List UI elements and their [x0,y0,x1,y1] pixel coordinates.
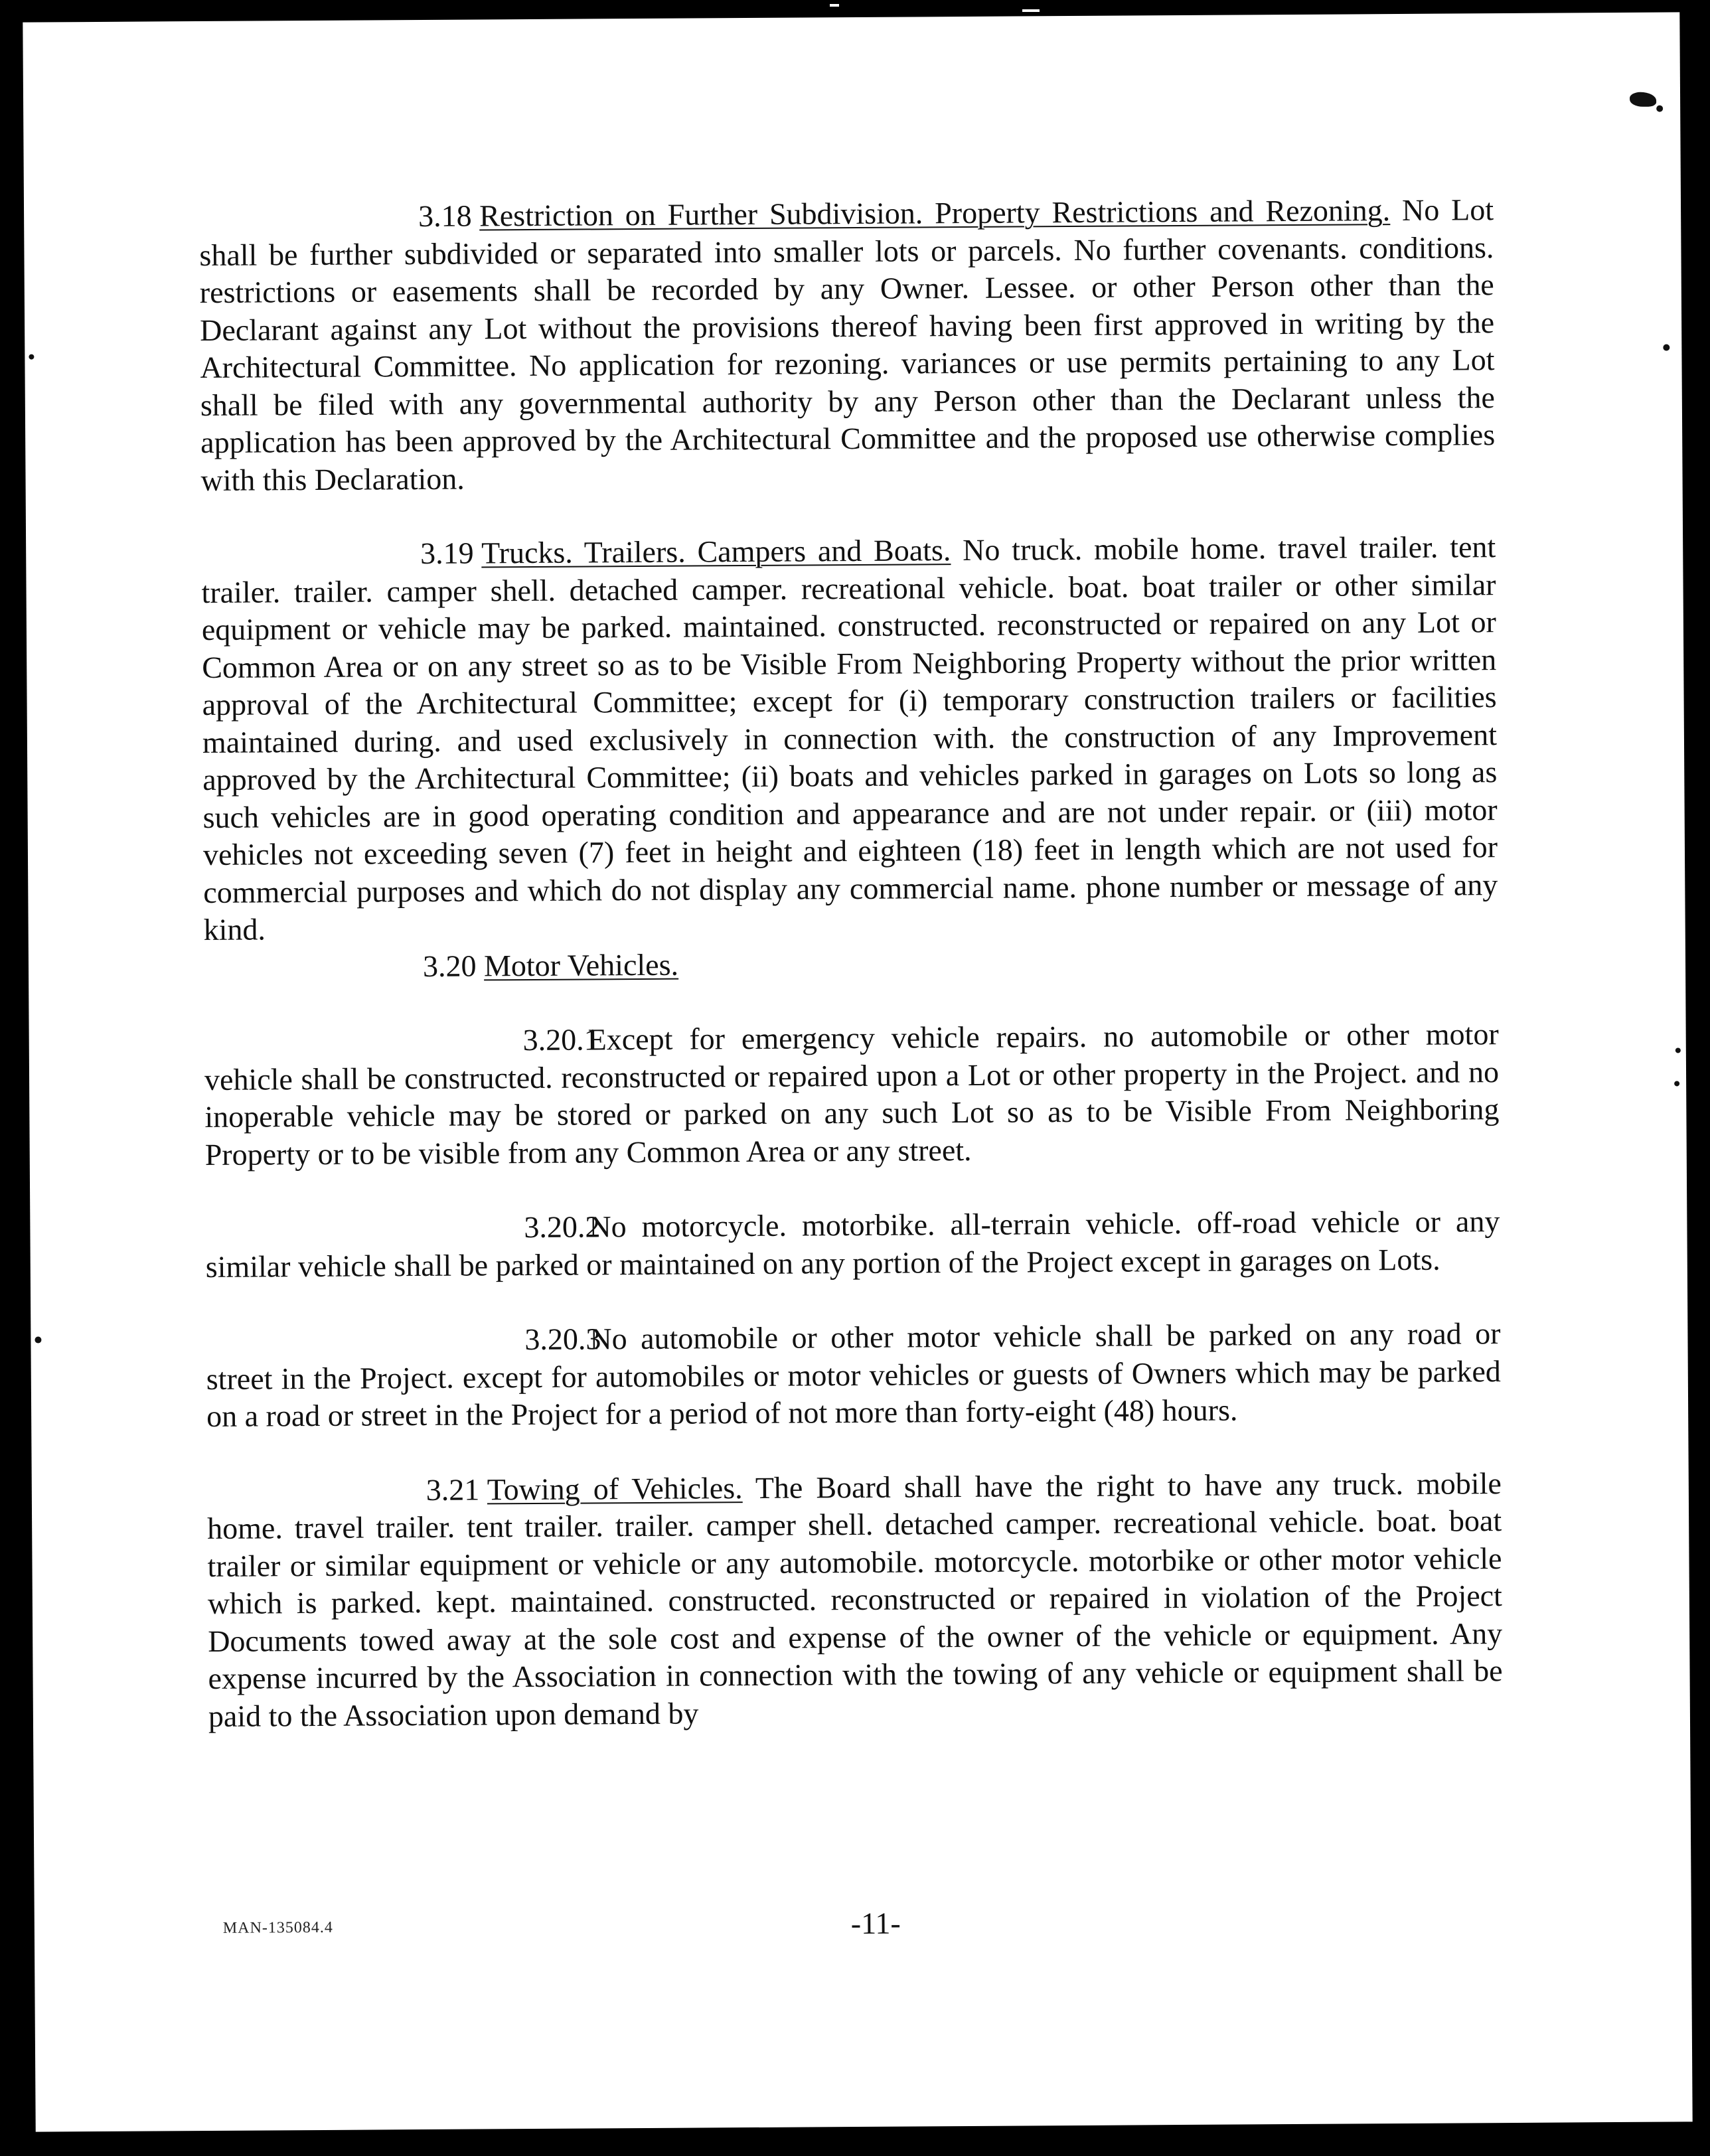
section-body: No Lot shall be further subdivided or separated into smaller lots or parcels. No further covenants. conditions. restrictions or easements shall be recorded by any Owner. Lessee. or other Person other than the Declarant against any Lot without the provisions thereof having been first approved in writing by the Architectural Committee. No application for rezoning. variances or use permits pertaining to any Lot shall be filed with any governmental authority by any Person other than the Declarant unless the application has been approved by the Architectural Committee and the proposed use otherwise complies with this Declaration. [199,193,1496,497]
section-3-21 [207,1465,1503,1735]
subsection-number: 3.20.3 [524,1322,601,1357]
subsection-number: 3.20.1 [522,1022,599,1057]
scan-speck [1630,92,1656,107]
section-3-20 [204,941,1498,986]
section-body: No truck. mobile home. travel trailer. tent trailer. trailer. camper shell. detached camper. recreational vehicle. boat. boat trailer or other similar equipment or vehicle may be parked. maintained. constructed. reconstructed or repaired on any Lot or Common Area or on any street so as to be Visible From Neighboring Property without the prior written approval of the Architectural Committee; except for (i) temporary construction trailers or facilities maintained during. and used exclusively in connection with. the construction of any Improvement approved by the Architectural Committee; (ii) boats and vehicles parked in garages on Lots so long as such vehicles are in good operating condition and appearance and are not under repair. or (iii) motor vehicles not exceeding seven (7) feet in height and eighteen (18) feet in length which are not used for commercial purposes and which do not display any commercial name. phone number or message of any kind. [201,530,1498,947]
subsection-body: No motorcycle. motorbike. all-terrain vehicle. off-road vehicle or any similar vehicle shall be parked or maintained on any portion of the Project except in garages on Lots. [205,1204,1500,1284]
section-heading: Trucks. Trailers. Campers and Boats. [481,533,951,570]
section-heading: Towing of Vehicles. [487,1470,743,1506]
section-number: 3.18 [418,198,472,234]
document-page [23,12,1692,2131]
document-body [199,191,1503,1735]
section-heading: Motor Vehicles. [483,947,679,982]
section-heading: Restriction on Further Subdivision. Property Restrictions and Rezoning. [479,193,1391,233]
subsection-3-20-2 [205,1203,1500,1286]
subsection-number: 3.20.2 [524,1209,601,1245]
subsection-3-20-1 [204,1016,1500,1174]
scan-speck [1663,345,1670,351]
subsection-body: Except for emergency vehicle repairs. no automobile or other motor vehicle shall be constructed. reconstructed or repaired upon a Lot or other property in the Project. and no inoperable vehicle may be stored or parked on any such Lot so as to be Visible From Neighboring Property or to be visible from any Common Area or any street. [204,1017,1500,1172]
section-3-18 [199,191,1496,499]
scan-speck [1674,1081,1679,1086]
section-number: 3.21 [426,1472,480,1507]
scan-speck [35,1337,41,1344]
footer-page-number: -11- [850,1906,901,1941]
scan-speck [1656,106,1663,112]
section-body: The Board shall have the right to have any truck. mobile home. travel trailer. tent trailer. trailer. camper shell. detached camper. recreational vehicle. boat. boat trailer or similar equipment or vehicle or any automobile. motorcycle. motorbike or other motor vehicle which is parked. kept. maintained. constructed. reconstructed or repaired in violation of the Project Documents towed away at the sole cost and expense of the owner of the vehicle or equipment. Any expense incurred by the Association in connection with the towing of any vehicle or equipment shall be paid to the Association upon demand by [207,1466,1503,1733]
section-number: 3.19 [420,536,474,571]
footer-document-id: MAN-135084.4 [222,1918,333,1937]
edge-mark-top-1 [830,4,839,7]
section-number: 3.20 [422,949,477,983]
subsection-3-20-3 [206,1315,1501,1435]
edge-mark-top-2 [1022,9,1040,12]
section-3-19 [201,528,1498,949]
subsection-body: No automobile or other motor vehicle shall be parked on any road or street in the Project. except for automobiles or motor vehicles or guests of Owners which may be parked on a road or street in the Project for a period of not more than forty-eight (48) hours. [206,1316,1501,1434]
scan-speck [29,354,34,360]
scan-speck [1675,1047,1681,1053]
